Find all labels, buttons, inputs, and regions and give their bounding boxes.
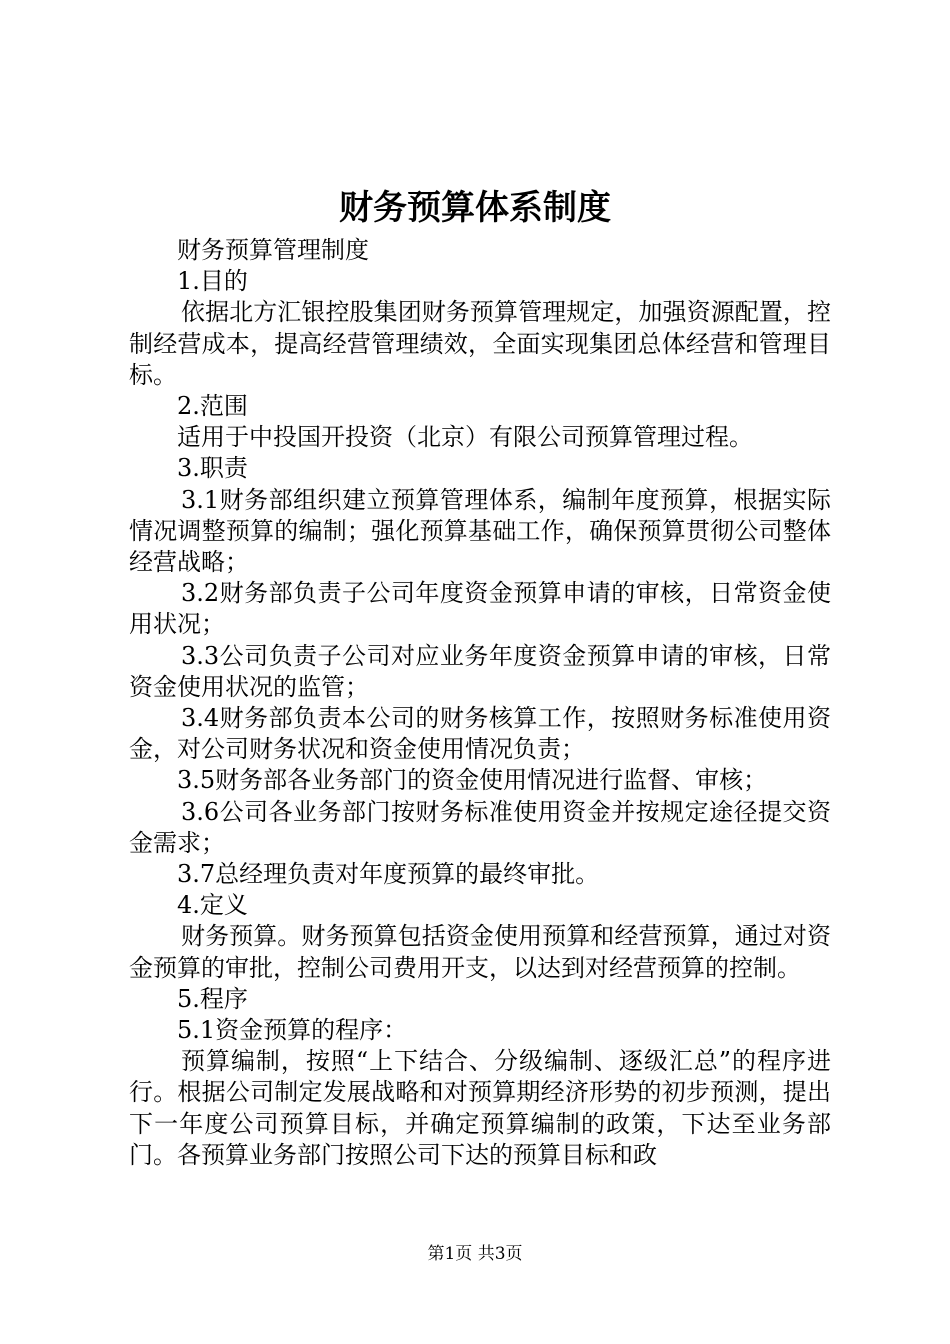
document-body [129, 235, 831, 1171]
paragraph: 依据北方汇银控股集团财务预算管理规定，加强资源配置，控制经营成本，提高经营管理绩效，全面实现集团总体经营和管理目标。 [129, 298, 831, 389]
paragraph: 3.1财务部组织建立预算管理体系，编制年度预算，根据实际情况调整预算的编制；强化预算基础工作，确保预算贯彻公司整体经营战略； [129, 485, 831, 577]
paragraph: 预算编制，按照“上下结合、分级编制、逐级汇总”的程序进行。根据公司制定发展战略和对预算期经济形势的初步预测，提出下一年度公司预算目标，并确定预算编制的政策，下达至业务部门。各预算业务部门按照公司下达的预算目标和政 [129, 1047, 831, 1169]
paragraph: 3.2财务部负责子公司年度资金预算申请的审核，日常资金使用状况； [129, 579, 831, 639]
page-footer: 第1页 共3页 [427, 1244, 523, 1264]
paragraph: 财务预算。财务预算包括资金使用预算和经营预算，通过对资金预算的审批，控制公司费用开支，以达到对经营预算的控制。 [129, 922, 831, 982]
paragraph: 3.5财务部各业务部门的资金使用情况进行监督、审核； [177, 766, 768, 795]
paragraph: 3.6公司各业务部门按财务标准使用资金并按规定途径提交资金需求； [129, 797, 831, 857]
subsection-heading: 5.1资金预算的程序： [177, 1016, 408, 1045]
paragraph: 3.7总经理负责对年度预算的最终审批。 [177, 860, 600, 889]
section-heading: 2.范围 [177, 392, 248, 421]
paragraph: 财务预算管理制度 [177, 236, 369, 264]
section-heading: 1.目的 [177, 267, 248, 296]
document-title: 财务预算体系制度 [339, 188, 611, 228]
paragraph: 3.3公司负责子公司对应业务年度资金预算申请的审核，日常资金使用状况的监管； [129, 641, 831, 701]
section-heading: 4.定义 [177, 891, 248, 920]
section-heading: 5.程序 [177, 984, 248, 1013]
paragraph: 3.4财务部负责本公司的财务核算工作，按照财务标准使用资金，对公司财务状况和资金使用情况负责； [129, 704, 831, 764]
paragraph: 适用于中投国开投资（北京）有限公司预算管理过程。 [177, 423, 753, 452]
section-heading: 3.职责 [177, 454, 248, 483]
